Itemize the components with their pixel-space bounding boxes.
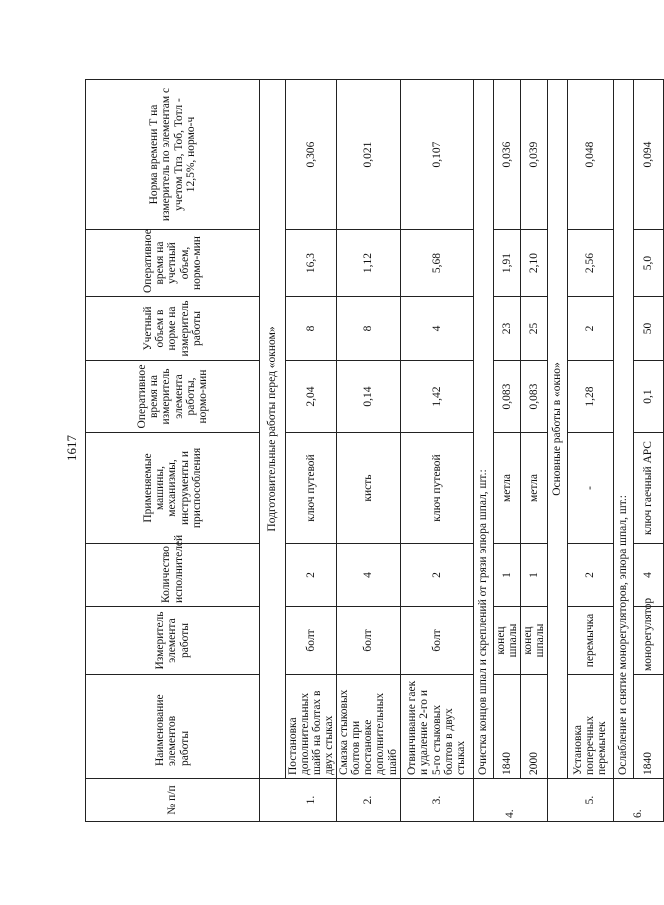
row-volume: 8 bbox=[337, 297, 400, 361]
row-tools: метла bbox=[520, 433, 547, 544]
row-workers: 4 bbox=[337, 544, 400, 607]
work-norms-table bbox=[85, 79, 664, 822]
col-norm: Норма времени Т на измеритель по элементам с учетом Тпз, Тоб, Тотл - 12,5%, нормо-ч bbox=[86, 80, 260, 230]
table-row bbox=[337, 80, 400, 822]
section-title: Подготовительные работы перед «окном» bbox=[260, 80, 286, 779]
col-number: № п/п bbox=[86, 779, 260, 822]
group-title: Очистка концов шпал и скреплений от грязи эпюра шпал, шт.: bbox=[473, 80, 493, 779]
table-row bbox=[633, 80, 663, 822]
row-volume: 25 bbox=[520, 297, 547, 361]
row-unit: болт bbox=[286, 607, 337, 675]
col-workers: Количество исполнителей bbox=[86, 544, 260, 607]
row-norm: 0,107 bbox=[400, 80, 473, 230]
row-norm: 0,039 bbox=[520, 80, 547, 230]
row-unit: монорегулятор bbox=[633, 607, 663, 675]
col-volume: Учетный объем в норме на измеритель работы bbox=[86, 297, 260, 361]
row-unit: болт bbox=[337, 607, 400, 675]
row-tools: кисть bbox=[337, 433, 400, 544]
row-op-time: 1,28 bbox=[567, 361, 613, 433]
row-op-total: 1,91 bbox=[493, 230, 520, 297]
table-row bbox=[286, 80, 337, 822]
row-name: Постановка дополнительных шайб на болтах в двух стыках bbox=[286, 675, 337, 779]
row-number: 4. bbox=[473, 779, 547, 822]
row-name: Отвинчивание гаек и удаление 2-го и 5-го стыковых болтов в двух стыках bbox=[400, 675, 473, 779]
col-op-total: Оперативное время на учетный объем, нормо-мин bbox=[86, 230, 260, 297]
row-op-time: 2,04 bbox=[286, 361, 337, 433]
row-workers: 2 bbox=[286, 544, 337, 607]
col-op-time: Оперативное время на измеритель элемента работы, нормо-мин bbox=[86, 361, 260, 433]
rotated-table-container bbox=[85, 80, 655, 822]
row-op-total: 5,68 bbox=[400, 230, 473, 297]
row-op-total: 16,3 bbox=[286, 230, 337, 297]
row-name: Установка поперечных перемычек bbox=[567, 675, 613, 779]
row-op-total: 5,0 bbox=[633, 230, 663, 297]
row-workers: 2 bbox=[567, 544, 613, 607]
row-unit: перемычка bbox=[567, 607, 613, 675]
row-workers: 2 bbox=[400, 544, 473, 607]
row-number: 2. bbox=[337, 779, 400, 822]
table-row bbox=[400, 80, 473, 822]
section-row-prep bbox=[260, 80, 286, 822]
table-row bbox=[520, 80, 547, 822]
row-op-time: 0,1 bbox=[633, 361, 663, 433]
row-number: 5. bbox=[567, 779, 613, 822]
col-unit: Измеритель элемента работы bbox=[86, 607, 260, 675]
row-op-time: 1,42 bbox=[400, 361, 473, 433]
row-tools: ключ путевой bbox=[286, 433, 337, 544]
row-volume: 50 bbox=[633, 297, 663, 361]
section-row-main bbox=[547, 80, 567, 822]
row-op-time: 0,083 bbox=[520, 361, 547, 433]
row-tools: ключ гаечный АРС bbox=[633, 433, 663, 544]
row-norm: 0,094 bbox=[633, 80, 663, 230]
row-tools: - bbox=[567, 433, 613, 544]
row-volume: 2 bbox=[567, 297, 613, 361]
header-row bbox=[86, 80, 260, 822]
row-op-time: 0,14 bbox=[337, 361, 400, 433]
row-workers: 1 bbox=[520, 544, 547, 607]
row-norm: 0,048 bbox=[567, 80, 613, 230]
row-norm: 0,306 bbox=[286, 80, 337, 230]
row-volume: 4 bbox=[400, 297, 473, 361]
row-unit: болт bbox=[400, 607, 473, 675]
row-volume: 8 bbox=[286, 297, 337, 361]
row-number: 3. bbox=[400, 779, 473, 822]
row-workers: 4 bbox=[633, 544, 663, 607]
section-title: Основные работы в «окно» bbox=[547, 80, 567, 779]
row-volume: 23 bbox=[493, 297, 520, 361]
group-row bbox=[473, 80, 493, 822]
row-unit: конец шпалы bbox=[493, 607, 520, 675]
group-title: Ослабление и снятие монорегуляторов, эпюра шпал, шт.: bbox=[613, 80, 633, 779]
row-unit: конец шпалы bbox=[520, 607, 547, 675]
table-row bbox=[567, 80, 613, 822]
row-tools: метла bbox=[493, 433, 520, 544]
page-number: 1617 bbox=[64, 435, 79, 461]
row-norm: 0,036 bbox=[493, 80, 520, 230]
row-op-total: 1,12 bbox=[337, 230, 400, 297]
table-row bbox=[493, 80, 520, 822]
row-op-time: 0,083 bbox=[493, 361, 520, 433]
row-number: 1. bbox=[286, 779, 337, 822]
row-tools: ключ путевой bbox=[400, 433, 473, 544]
row-number: 6. bbox=[613, 779, 663, 822]
row-norm: 0,021 bbox=[337, 80, 400, 230]
col-tools: Применяемые машины, механизмы, инструменты и приспособления bbox=[86, 433, 260, 544]
col-name: Наименование элементов работы bbox=[86, 675, 260, 779]
group-row bbox=[613, 80, 633, 822]
row-workers: 1 bbox=[493, 544, 520, 607]
row-op-total: 2,10 bbox=[520, 230, 547, 297]
row-name: Смазка стыковых болтов при постановке дополнительных шайб bbox=[337, 675, 400, 779]
row-name: 1840 bbox=[493, 675, 520, 779]
row-name: 1840 bbox=[633, 675, 663, 779]
row-op-total: 2,56 bbox=[567, 230, 613, 297]
row-name: 2000 bbox=[520, 675, 547, 779]
